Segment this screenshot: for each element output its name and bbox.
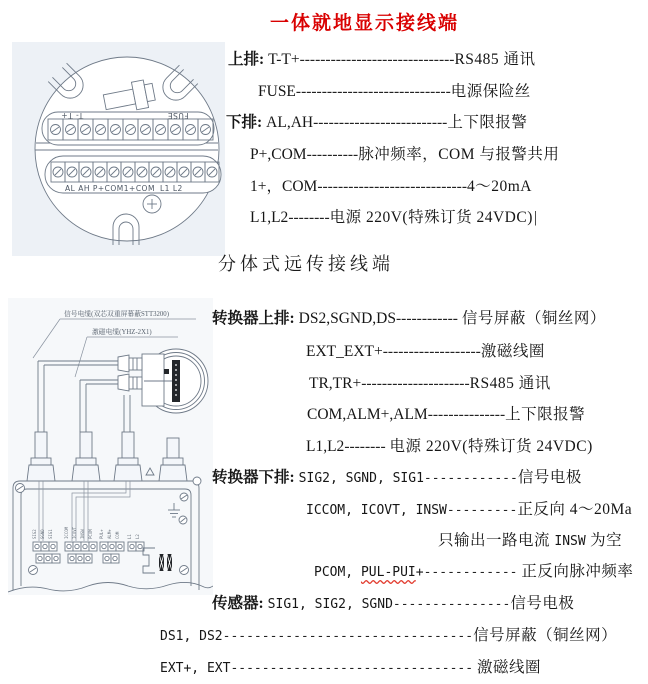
leader-dashes: ------------ [396,310,458,327]
leader-dashes: -------- [344,438,386,455]
transmitter-box-icon [8,432,213,592]
row-label: 转换器下排: [212,469,295,486]
terminal-name: DS1, DS2 [160,629,223,644]
leader-dashes: -------------------------------- [222,629,474,644]
cable-wires [38,361,130,432]
terminal-desc: 激磁线圈 [476,659,541,676]
terminal-strip-top [42,111,214,145]
split-type-diagram [8,298,213,595]
legend-row [306,342,545,362]
strip-label-bottom: AL AH P+COM1+COM [65,184,155,193]
page-title: 一体就地显示接线端 [270,13,460,34]
board-terminal-label: SGND [40,529,45,539]
board-terminal-label: PCOM [88,529,93,539]
terminal-name: L1,L2 [250,209,289,226]
board-terminal-label: ICCOM [64,526,69,539]
terminal-name-misspelled: PUL-PUI [360,565,416,580]
terminal-name: T-T+ [268,51,300,68]
leader-dashes: ------------ [423,471,518,486]
terminal-desc: 信号电极 [517,469,582,486]
strip-label-tt: T- T+ [60,111,84,120]
terminal-name: ICCOM, ICOVT, INSW [306,503,447,518]
signal-cable-label: 信号电缆(双芯双重屏幕蔽STT3200) [64,311,169,318]
legend-row [250,208,537,228]
legend-row [250,177,532,197]
leader-dashes: ---------- [306,146,359,163]
terminal-name: L1,L2 [306,438,345,455]
legend-row [228,50,536,70]
strip-label-fuse: FUSE [167,111,189,120]
terminal-name: + [415,565,424,580]
box-glands [27,432,187,481]
legend-row [226,113,527,133]
housing-circle [35,57,219,241]
terminal-desc: 信号屏蔽（铜丝网） [461,310,606,327]
leader-dashes: ------------------------------ [299,51,455,68]
board-terminal-label: ALM+ [107,529,112,539]
text-caret: | [533,209,537,226]
leader-dashes: --------- [446,503,518,518]
legend-note [438,531,622,552]
terminal-name: DS2,SGND,DS [298,310,397,327]
leader-dashes: -------- [288,209,330,226]
terminal-name: SIG2, SGND, SIG1 [298,471,424,486]
leader-dashes: ------------------------------- [230,661,474,676]
fuse-components-icon [159,554,172,571]
row-label: 下排: [226,114,263,131]
integral-terminal-diagram [12,42,225,256]
legend-row [160,626,617,647]
legend-row [314,562,633,583]
board-terminal-label: SIG1 [48,529,53,539]
legend-row [212,594,574,615]
terminal-desc: 电源 220V(特殊订货 24VDC) [389,438,593,455]
terminal-desc: 正反向 4～20Ma [517,501,633,518]
coil-cable-label: 激磁电缆(YHZ-2X1) [92,329,152,336]
board-terminal-label: PUL+ [99,529,104,539]
terminal-desc: 激磁线圈 [480,343,545,360]
terminal-name: 1+，COM [250,178,318,195]
row-label: 传感器: [212,595,264,612]
strip-label-bottom2: L1 L2 [160,184,183,193]
round-head-drawing-icon [12,42,225,256]
row-label: 上排: [228,51,265,68]
leader-dashes: ------------------- [382,343,481,360]
legend-row [306,500,632,521]
terminal-strip-bottom [45,156,221,193]
earth-ground-icon [168,503,187,524]
leader-dashes: ------------------------------ [295,83,451,100]
board-terminal-label: INSW [80,529,85,539]
legend-row [309,374,551,394]
board-terminal-strips [33,542,144,563]
terminal-desc: 4～20mA [467,178,533,195]
board-terminal-label: L2 [135,534,140,539]
legend-row [258,82,531,102]
terminal-desc: 电源保险丝 [450,83,531,100]
note-terminal: INSW [554,534,586,549]
sensor-head-icon [118,349,208,413]
board-terminal-label: L1 [127,534,132,539]
warning-triangle-icon [146,468,154,475]
terminal-name: P+,COM [250,146,307,163]
terminal-desc: 上下限报警 [505,406,586,423]
terminal-desc: 信号屏蔽（铜丝网） [473,627,618,644]
legend-row [306,437,593,457]
terminal-desc: 正反向脉冲频率 [521,563,634,580]
legend-row [160,658,541,679]
row-label: 转换器上排: [212,310,295,327]
board-terminal-label: COM [115,531,120,539]
terminal-name: TR,TR+ [309,375,362,392]
terminal-desc: RS485 通讯 [469,375,551,392]
legend-row [212,468,582,489]
note-text: 只输出一路电流 [438,532,555,549]
terminal-desc: 信号电极 [510,595,575,612]
legend-row [212,309,606,329]
legend-row [307,405,585,425]
terminal-name: EXT_EXT+ [306,343,383,360]
leader-dashes: ------------ [423,565,518,580]
transmitter-drawing-icon [8,298,213,595]
terminal-name: AL,AH [266,114,314,131]
bracket-icon [143,548,155,573]
terminal-name: COM,ALM+,ALM [307,406,428,423]
terminal-name: PCOM, [314,565,361,580]
leader-dashes: -------------------------- [313,114,448,131]
terminal-desc: 上下限报警 [447,114,528,131]
board-terminal-label: SIG2 [32,529,37,539]
terminal-name: EXT+, EXT [160,661,231,676]
board-terminal-label: ICOVT [72,526,77,539]
leader-dashes: ----------------------------- [317,178,467,195]
terminal-name: FUSE [258,83,296,100]
terminal-desc: RS485 通讯 [454,51,536,68]
section2-title: 分体式远传接线端 [218,254,394,274]
terminal-name: SIG1, SIG2, SGND [267,597,393,612]
leader-dashes: --------------------- [361,375,470,392]
note-text: 为空 [585,532,623,549]
terminal-desc: 电源 220V(特殊订货 24VDC) [329,209,533,226]
leader-dashes: --------------- [427,406,506,423]
board-labels-group [32,526,140,539]
legend-row [250,145,559,165]
leader-dashes: --------------- [392,597,511,612]
terminal-desc: 脉冲频率，COM 与报警共用 [358,146,560,163]
tear-line [8,582,213,592]
